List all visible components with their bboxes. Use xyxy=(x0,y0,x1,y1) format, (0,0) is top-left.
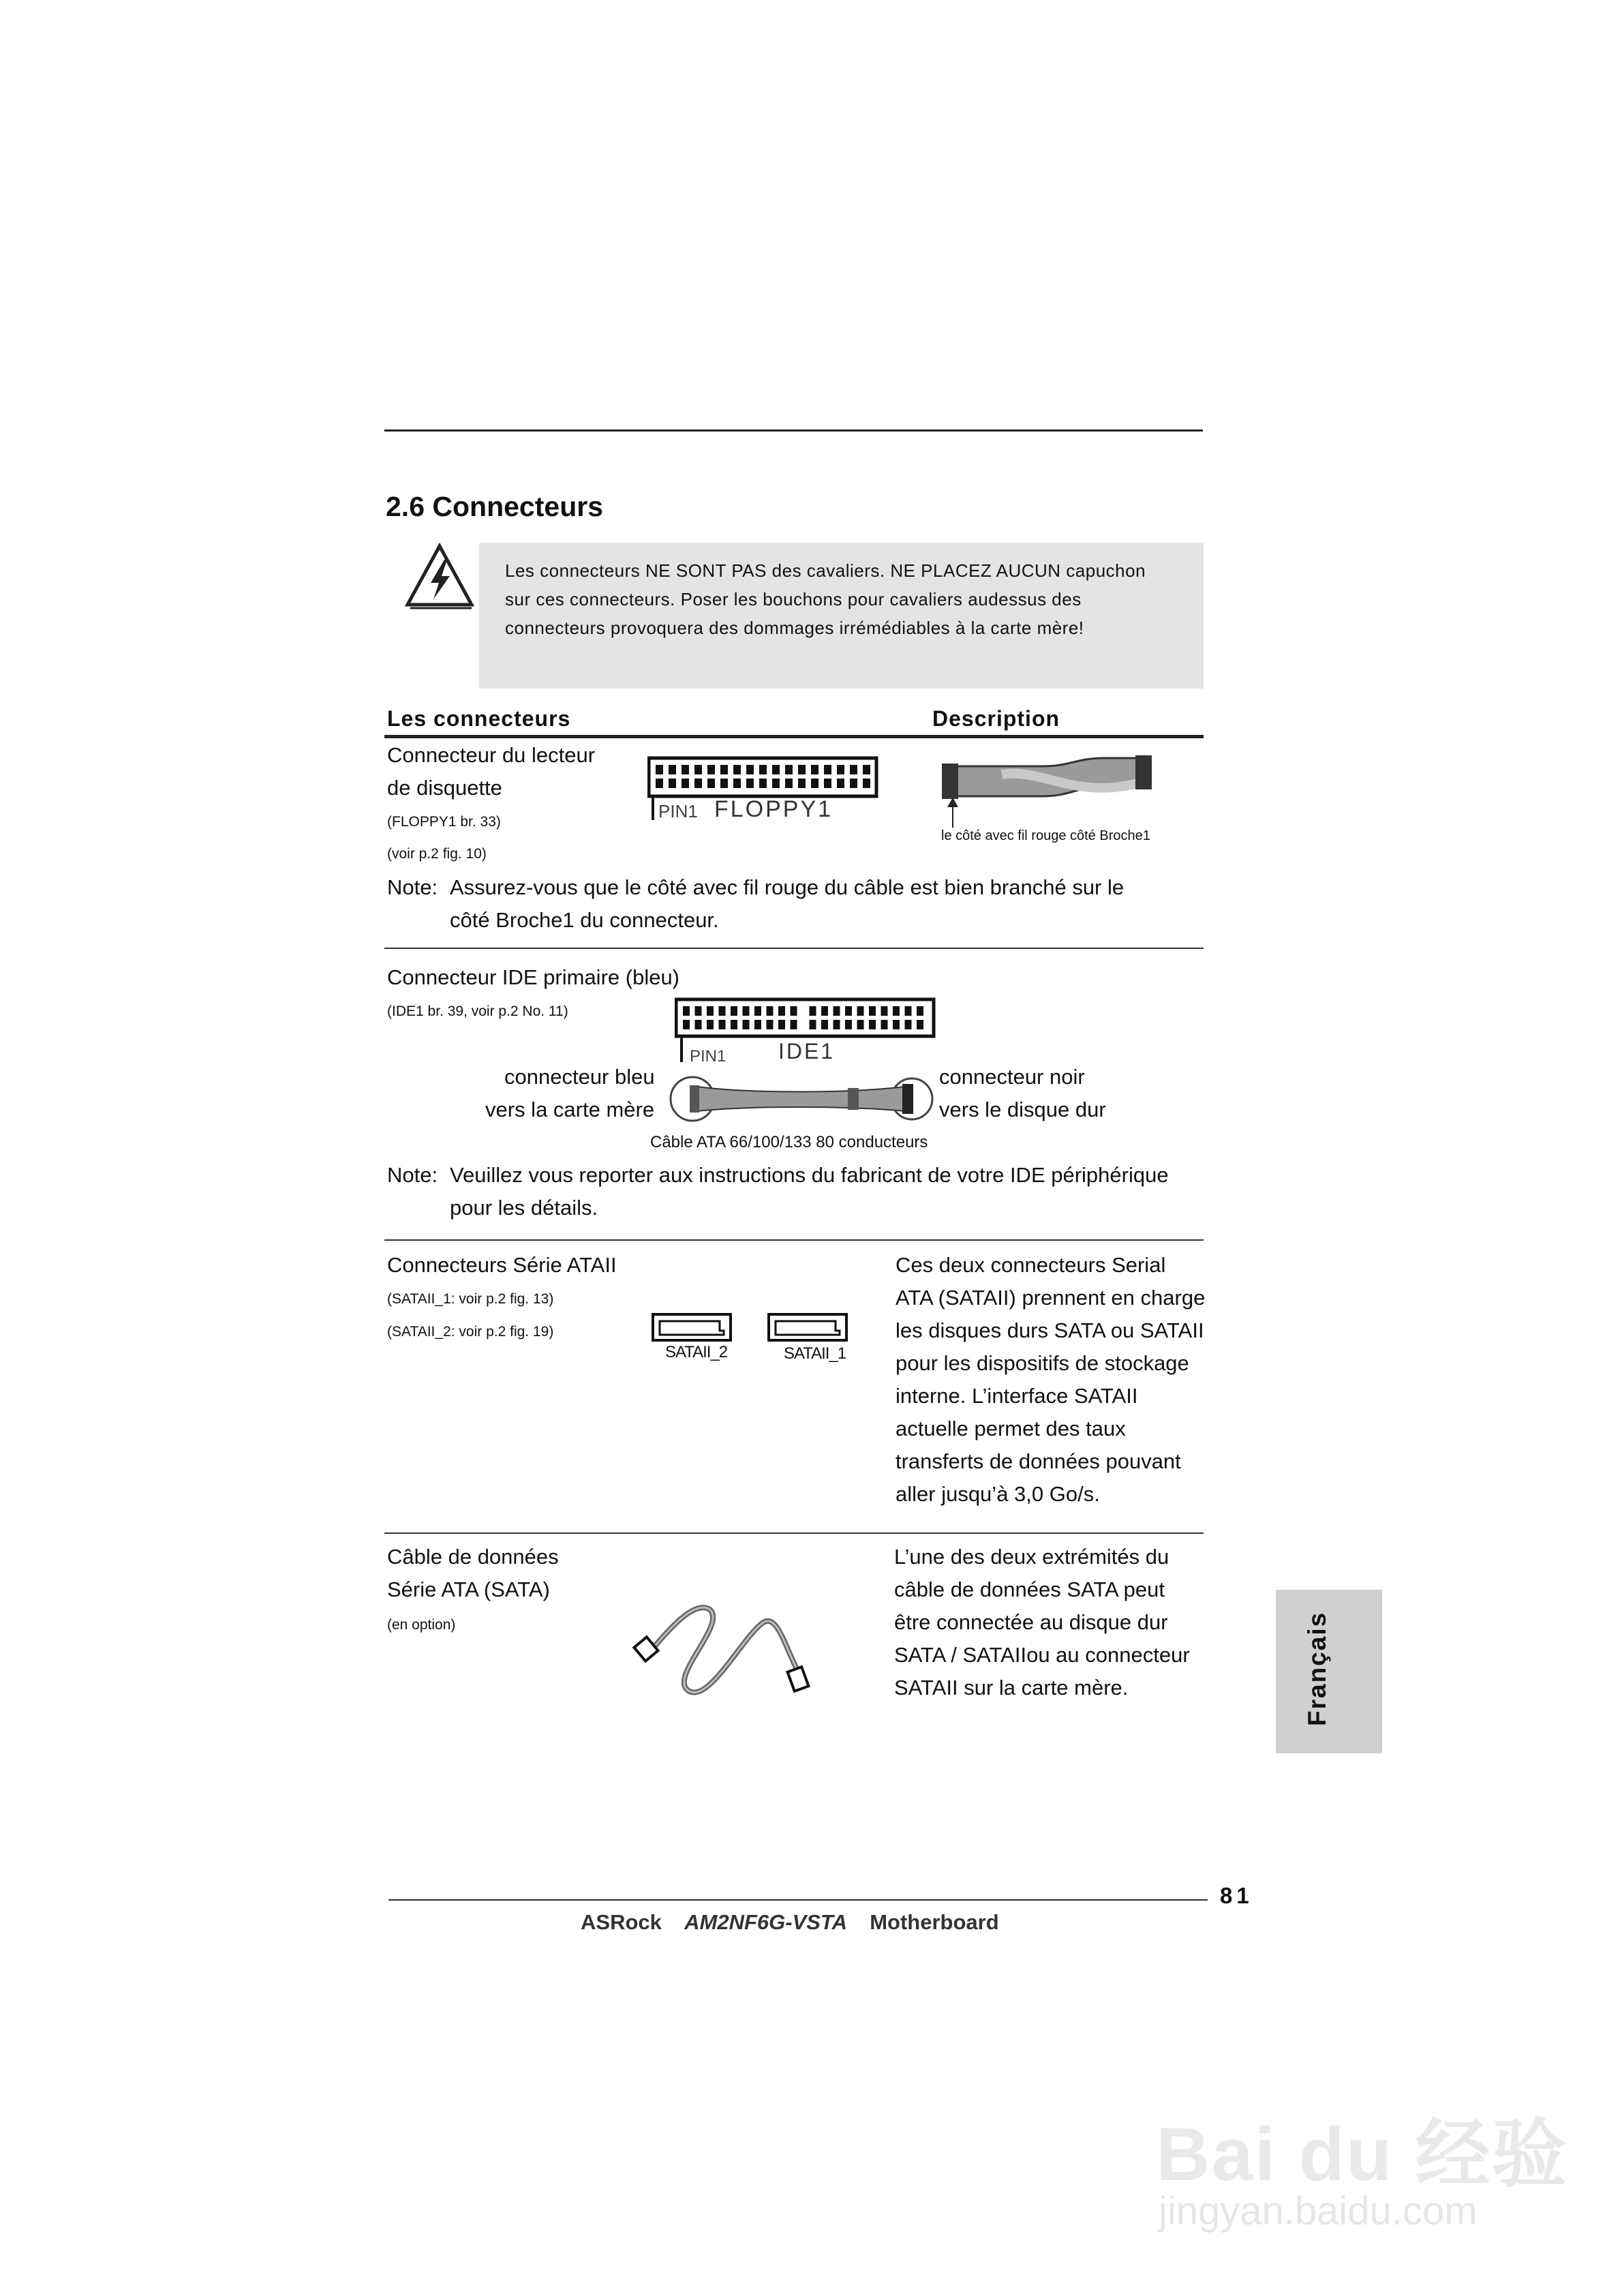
connector-pin xyxy=(798,765,806,774)
connector-pin xyxy=(746,765,754,774)
sata-ref-2: (SATAII_2: voir p.2 fig. 19) xyxy=(387,1324,554,1340)
sata-desc-line: aller jusqu’à 3,0 Go/s. xyxy=(896,1482,1100,1506)
connector-pin xyxy=(778,1020,785,1029)
connector-pin xyxy=(682,779,689,788)
connector-pin xyxy=(811,765,818,774)
ide-right-line-2: vers le disque dur xyxy=(939,1098,1106,1121)
floppy-ref-2: (voir p.2 fig. 10) xyxy=(387,846,487,862)
sata-desc-line: Ces deux connecteurs Serial xyxy=(896,1253,1166,1277)
page-number: 81 xyxy=(1220,1883,1253,1908)
connector-pin xyxy=(863,765,870,774)
ide-name: Connecteur IDE primaire (bleu) xyxy=(387,965,680,989)
header-rule xyxy=(384,735,1204,738)
header-description: Description xyxy=(932,706,1060,731)
connector-pin xyxy=(720,779,728,788)
connector-pin xyxy=(850,779,857,788)
sata-cable-name-1: Câble de données xyxy=(387,1545,559,1569)
connector-pin xyxy=(743,1006,750,1016)
sata-cable-desc-line: être connectée au disque dur xyxy=(894,1610,1168,1634)
ide-left-line-2: vers la carte mère xyxy=(485,1098,655,1121)
connector-pin xyxy=(778,1006,785,1016)
warning-text: Les connecteurs NE SONT PAS des cavaliers. NE PLACEZ AUCUN capuchon sur ces connecteurs. Poser les bouchons pour cavaliers audessus des connecteurs provoquera des dommages irrémédiables à la carte mère! xyxy=(505,560,1146,638)
connector-pin xyxy=(845,1006,852,1016)
connector-pin xyxy=(754,1020,761,1029)
sataii-1-label: SATAII_1 xyxy=(784,1344,846,1363)
connector-pin xyxy=(893,1006,900,1016)
footer-suffix: Motherboard xyxy=(870,1910,999,1934)
floppy-ref-1: (FLOPPY1 br. 33) xyxy=(387,814,501,830)
connector-pin xyxy=(772,765,780,774)
sata-cable-description xyxy=(894,1541,1190,1704)
connector-pin xyxy=(833,1020,840,1029)
ide-note-line-2: pour les détails. xyxy=(450,1196,598,1220)
language-side-tab-label: Français xyxy=(1303,1611,1331,1726)
sata-desc-line: transferts de données pouvant xyxy=(896,1449,1181,1473)
sata-description xyxy=(896,1249,1205,1511)
connector-pin xyxy=(759,765,767,774)
connector-pin xyxy=(767,1020,774,1029)
connector-pin xyxy=(707,1020,714,1029)
connector-pin xyxy=(905,1006,912,1016)
footer-brand: ASRock xyxy=(581,1910,662,1934)
connector-pin xyxy=(695,1020,702,1029)
floppy-note-line-1: Assurez-vous que le côté avec fil rouge du câble est bien branché sur le xyxy=(450,875,1124,899)
connector-pin xyxy=(821,1020,828,1029)
connector-pin xyxy=(669,765,676,774)
connector-pin xyxy=(824,779,831,788)
footer-rule xyxy=(388,1899,1208,1901)
sataii-2-connector xyxy=(652,1313,732,1342)
connector-pin xyxy=(791,1020,797,1029)
connector-pin xyxy=(824,765,831,774)
connector-pin xyxy=(850,765,857,774)
warning-box xyxy=(479,543,1204,689)
connector-pin xyxy=(669,779,676,788)
ide-pin1-label: PIN1 xyxy=(690,1047,726,1066)
connector-pin xyxy=(767,1006,774,1016)
sata-cable-desc-line: SATA / SATAIIou au connecteur xyxy=(894,1643,1190,1667)
connector-pin xyxy=(785,779,793,788)
section-title: 2.6 Connecteurs xyxy=(386,491,603,522)
sata-cable-image xyxy=(627,1595,831,1718)
sata-cable-desc-line: câble de données SATA peut xyxy=(894,1577,1165,1601)
connector-pin xyxy=(869,1006,876,1016)
ide-note-label: Note: xyxy=(387,1163,438,1187)
ide-rule xyxy=(384,1239,1204,1241)
footer-model: AM2NF6G-VSTA xyxy=(684,1910,847,1934)
connector-pin xyxy=(893,1020,900,1029)
floppy-note-label: Note: xyxy=(387,875,438,899)
ide-left-line-1: connecteur bleu xyxy=(504,1065,655,1089)
baidu-watermark-url: jingyan.baidu.com xyxy=(1159,2189,1478,2233)
ide-ref: (IDE1 br. 39, voir p.2 No. 11) xyxy=(387,1003,568,1019)
connector-pin xyxy=(869,1020,876,1029)
floppy-name-1: Connecteur du lecteur xyxy=(387,743,596,767)
connector-pin xyxy=(746,779,754,788)
connector-pin xyxy=(881,1020,888,1029)
connector-pin xyxy=(772,779,780,788)
language-side-tab xyxy=(1276,1590,1382,1753)
connector-pin xyxy=(731,1006,737,1016)
ide-note-line-1: Veuillez vous reporter aux instructions du fabricant de votre IDE périphérique xyxy=(450,1163,1169,1187)
sata-name: Connecteurs Série ATAII xyxy=(387,1253,617,1277)
connector-pin xyxy=(917,1006,923,1016)
connector-pin xyxy=(733,779,741,788)
connector-pin xyxy=(743,1020,750,1029)
sata-cable-name-2: Série ATA (SATA) xyxy=(387,1577,550,1601)
connector-pin xyxy=(682,765,689,774)
sata-desc-line: pour les dispositifs de stockage xyxy=(896,1351,1189,1375)
connector-pin xyxy=(656,779,663,788)
warning-lightning-icon xyxy=(403,542,476,610)
connector-pin xyxy=(798,779,806,788)
baidu-watermark-logo: Bai du 经验 xyxy=(1156,2113,1568,2196)
connector-pin xyxy=(754,1006,761,1016)
connector-pin xyxy=(837,765,844,774)
connector-pin xyxy=(683,1020,690,1029)
connector-pin xyxy=(905,1020,912,1029)
ide-cable-image xyxy=(669,1070,935,1128)
floppy-note-line-2: côté Broche1 du connecteur. xyxy=(450,908,719,932)
connector-pin xyxy=(707,1006,714,1016)
sata-cable-desc-line: SATAII sur la carte mère. xyxy=(894,1676,1129,1700)
floppy-name-2: de disquette xyxy=(387,776,502,800)
sata-ref-1: (SATAII_1: voir p.2 fig. 13) xyxy=(387,1291,554,1307)
sata-cable-desc-line: L’une des deux extrémités du xyxy=(894,1545,1169,1569)
connector-pin xyxy=(845,1020,852,1029)
connector-pin xyxy=(695,1006,702,1016)
connector-pin xyxy=(731,1020,737,1029)
sata-desc-line: ATA (SATAII) prennent en charge xyxy=(896,1286,1206,1310)
connector-pin xyxy=(707,779,715,788)
connector-pin xyxy=(656,765,663,774)
connector-pin xyxy=(810,1020,816,1029)
footer-line xyxy=(581,1910,999,1935)
floppy-cable-image xyxy=(940,754,1153,819)
connector-pin xyxy=(833,1006,840,1016)
floppy-label: FLOPPY1 xyxy=(714,796,833,822)
floppy-arrow-icon xyxy=(946,798,960,828)
connector-pin xyxy=(857,1006,864,1016)
ide-label: IDE1 xyxy=(778,1039,836,1063)
connector-pin xyxy=(837,779,844,788)
ide-right-line-1: connecteur noir xyxy=(939,1065,1085,1089)
connector-pin xyxy=(917,1020,923,1029)
connector-pin xyxy=(791,1006,797,1016)
sata-desc-line: interne. L’interface SATAII xyxy=(896,1384,1138,1408)
connector-pin xyxy=(811,779,818,788)
connector-pin xyxy=(810,1006,816,1016)
connector-pin xyxy=(719,1020,726,1029)
sata-desc-line: actuelle permet des taux xyxy=(896,1417,1126,1440)
connector-pin xyxy=(881,1006,888,1016)
connector-pin xyxy=(707,765,715,774)
connector-pin xyxy=(694,779,702,788)
connector-pin xyxy=(821,1006,828,1016)
ide-cable-caption: Câble ATA 66/100/133 80 conducteurs xyxy=(650,1133,928,1151)
connector-pin xyxy=(863,779,870,788)
floppy-cable-caption: le côté avec fil rouge côté Broche1 xyxy=(941,828,1150,843)
sata-rule xyxy=(384,1532,1204,1534)
connector-pin xyxy=(733,765,741,774)
sataii-1-connector xyxy=(767,1313,848,1342)
connector-pin xyxy=(857,1020,864,1029)
floppy-rule xyxy=(384,948,1204,949)
floppy-pin1-label: PIN1 xyxy=(658,801,698,821)
header-connectors: Les connecteurs xyxy=(387,706,571,731)
top-rule xyxy=(384,429,1203,432)
sataii-2-label: SATAII_2 xyxy=(665,1343,728,1361)
connector-pin xyxy=(759,779,767,788)
connector-pin xyxy=(719,1006,726,1016)
sata-cable-ref: (en option) xyxy=(387,1617,456,1633)
connector-pin xyxy=(683,1006,690,1016)
connector-pin xyxy=(785,765,793,774)
connector-pin xyxy=(694,765,702,774)
sata-desc-line: les disques durs SATA ou SATAII xyxy=(896,1318,1204,1342)
connector-pin xyxy=(720,765,728,774)
